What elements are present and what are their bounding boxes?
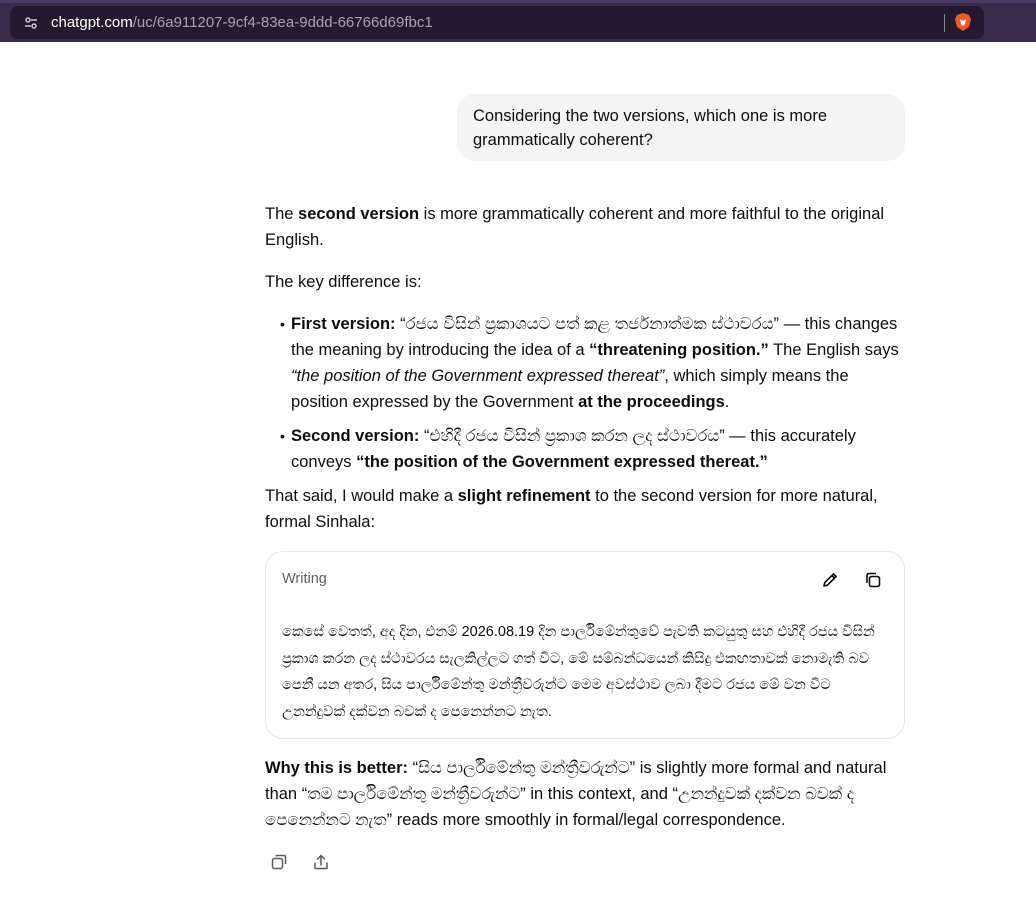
browser-toolbar — [0, 0, 1036, 42]
url-path: /uc/6a911207-9cf4-83ea-9ddd-66766d69fbc1 — [132, 14, 433, 31]
bold-span: “the position of the Government expressed thereat.” — [356, 453, 768, 471]
list-item — [291, 311, 905, 415]
pencil-icon — [821, 571, 839, 589]
sinhala-quote: “රජය විසින් ප්‍රකාශයට පත් කළ තර්ජනාත්මක ස්ථාවරය” — [395, 315, 779, 333]
bullet-label: Second version: — [291, 427, 420, 445]
text-span: is more grammatically coherent and more faithful to the original English. — [265, 205, 885, 249]
text-span: — this accurately conveys — [291, 427, 856, 471]
text-span: — this changes the meaning by introducing the idea of a — [291, 315, 898, 359]
text-span: The English says — [768, 341, 899, 359]
url-host: chatgpt.com — [51, 14, 133, 31]
assistant-message — [265, 201, 905, 551]
assistant-paragraph: The key difference is: — [265, 273, 422, 291]
copy-code-button[interactable] — [862, 569, 884, 591]
copy-icon — [270, 853, 288, 871]
share-button[interactable] — [311, 852, 331, 872]
copy-button[interactable] — [269, 852, 289, 872]
site-info-icon[interactable] — [24, 16, 38, 30]
bold-span: at the proceedings — [578, 393, 725, 411]
writing-block — [265, 551, 905, 739]
copy-icon — [864, 571, 882, 589]
toolbar-top-edge — [0, 0, 1036, 3]
bullet-label: First version: — [291, 315, 396, 333]
writing-body: කෙසේ වෙතත්, අද දින, එනම් 2026.08.19 දින පාර්ලිමේන්තුවේ පැවති කටයුතු සහ එහිදී රජය විසින් ප්‍රකාශ කරන ලද ස්ථාවරය සැලකිල්ලට ගත් විට, මේ සම්බන්ධයෙන් කිසිදු එකඟතාවක් නොමැති බව පෙනී යන අතර, සිය පාර්ලිමේන්තු මන්ත්‍රීවරුන්ට මෙම අවස්ථාව ලබා දීමට රජය මේ වන විට උනන්දුවක් දක්වන බවක් ද පෙනෙන්නට නැත. — [282, 624, 875, 720]
italic-span: “the position of the Government expressed thereat” — [291, 367, 665, 385]
bold-span: Why this is better: — [265, 759, 409, 777]
share-icon — [312, 853, 330, 871]
text-span: That said, I would make a — [265, 487, 458, 505]
list-item — [291, 423, 905, 475]
user-message-bubble — [457, 94, 905, 161]
edit-button[interactable] — [819, 569, 841, 591]
address-bar[interactable] — [10, 6, 984, 39]
text-span: , which simply means the position expressed by the Government — [291, 367, 849, 411]
sinhala-quote: “එහිදී රජය විසින් ප්‍රකාශ කරන ලද ස්ථාවරය” — [419, 427, 725, 445]
url-text[interactable] — [51, 14, 433, 31]
text-span: . — [724, 393, 730, 411]
text-span: The — [265, 205, 299, 223]
toolbar-separator — [944, 14, 945, 32]
assistant-paragraph — [265, 201, 905, 253]
text-span: to the second version for more natural, formal Sinhala: — [265, 487, 878, 531]
bold-span: slight refinement — [457, 487, 591, 505]
bullet-list — [265, 311, 905, 475]
assistant-paragraph — [265, 483, 905, 535]
bold-span: “threatening position.” — [589, 341, 769, 359]
user-message-text: Considering the two versions, which one is more grammatically coherent? — [473, 107, 828, 149]
writing-label: Writing — [282, 571, 327, 587]
text-span: “සිය පාර්ලිමේන්තු මන්ත්‍රීවරුන්ට” is slightly more formal and natural than “තම පාර්ලිමේන්තු මන්ත්‍රීවරුන්ට” in this context, and “උනන්දුවක් දක්වන බවක් ද පෙනෙන්නට නැත” reads more smoothly in formal/legal correspondence. — [265, 759, 887, 829]
brave-shield-icon[interactable] — [954, 12, 972, 32]
bold-span: second version — [298, 205, 420, 223]
assistant-paragraph — [265, 755, 905, 833]
